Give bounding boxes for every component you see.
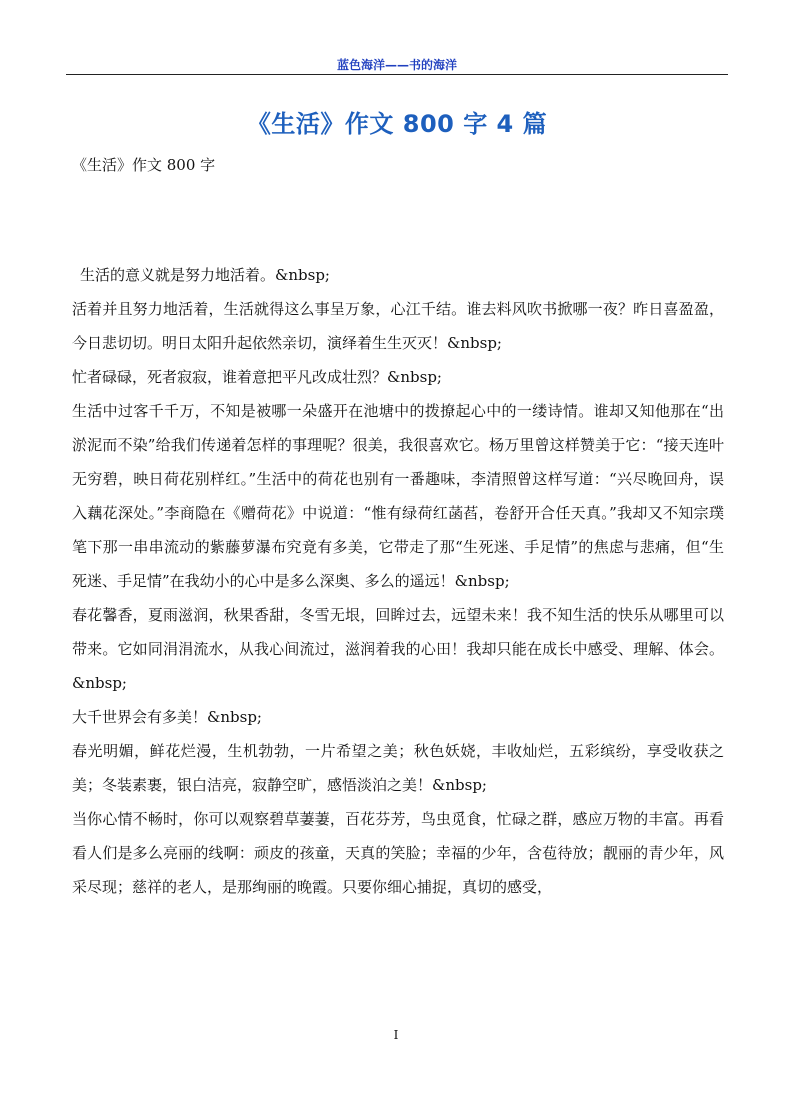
paragraph: 春花馨香，夏雨滋润，秋果香甜，冬雪无垠，回眸过去，远望未来！我不知生活的快乐从哪里可以带来。它如同涓涓流水，从我心间流过，滋润着我的心田！我却只能在成长中感受、理解、体会。&nbsp; (72, 606, 724, 692)
paragraph: 当你心情不畅时，你可以观察碧草萋萋，百花芬芳，鸟虫觅食，忙碌之群，感应万物的丰富。再看看人们是多么亮丽的线啊：顽皮的孩童，天真的笑脸；幸福的少年，含苞待放；靓丽的青少年，风采尽现；慈祥的老人，是那绚丽的晚霞。只要你细心捕捉，真切的感受， (72, 810, 724, 896)
header-divider (66, 74, 728, 75)
paragraph: 大千世界会有多美！&nbsp; (72, 708, 262, 726)
running-header: 蓝色海洋——书的海洋 (336, 58, 457, 72)
page-number: I (393, 1028, 399, 1042)
paragraph: 忙者碌碌，死者寂寂，谁着意把平凡改成壮烈？&nbsp; (72, 368, 442, 386)
section-subtitle: 《生活》作文 800 字 (72, 156, 216, 174)
paragraph: 生活的意义就是努力地活着。&nbsp; (80, 266, 330, 284)
article-body (72, 258, 724, 904)
paragraph: 生活中过客千千万，不知是被哪一朵盛开在池塘中的拨撩起心中的一缕诗情。谁却又知他那在“出淤泥而不染”给我们传递着怎样的事理呢？很美，我很喜欢它。杨万里曾这样赞美于它：“接天连叶无穷碧，映日荷花别样红。”生活中的荷花也别有一番趣味，李清照曾这样写道：“兴尽晚回舟，误入藕花深处。”李商隐在《赠荷花》中说道：“惟有绿荷红菡萏，卷舒开合任天真。”我却又不知宗璞笔下那一串串流动的紫藤萝瀑布究竟有多美，它带走了那“生死迷、手足情”的焦虑与悲痛，但“生死迷、手足情”在我幼小的心中是多么深奥、多么的遥远！&nbsp; (72, 402, 724, 590)
paragraph: 春光明媚，鲜花烂漫，生机勃勃，一片希望之美；秋色妖娆，丰收灿烂，五彩缤纷，享受收获之美；冬装素裹，银白洁亮，寂静空旷，感悟淡泊之美！&nbsp; (72, 742, 724, 794)
document-title: 《生活》作文 800 字 4 篇 (246, 110, 548, 138)
paragraph: 活着并且努力地活着，生活就得这么事呈万象，心江千结。谁去料风吹书掀哪一夜？昨日喜盈盈，今日悲切切。明日太阳升起依然亲切，演绎着生生灭灭！&nbsp; (72, 300, 724, 352)
